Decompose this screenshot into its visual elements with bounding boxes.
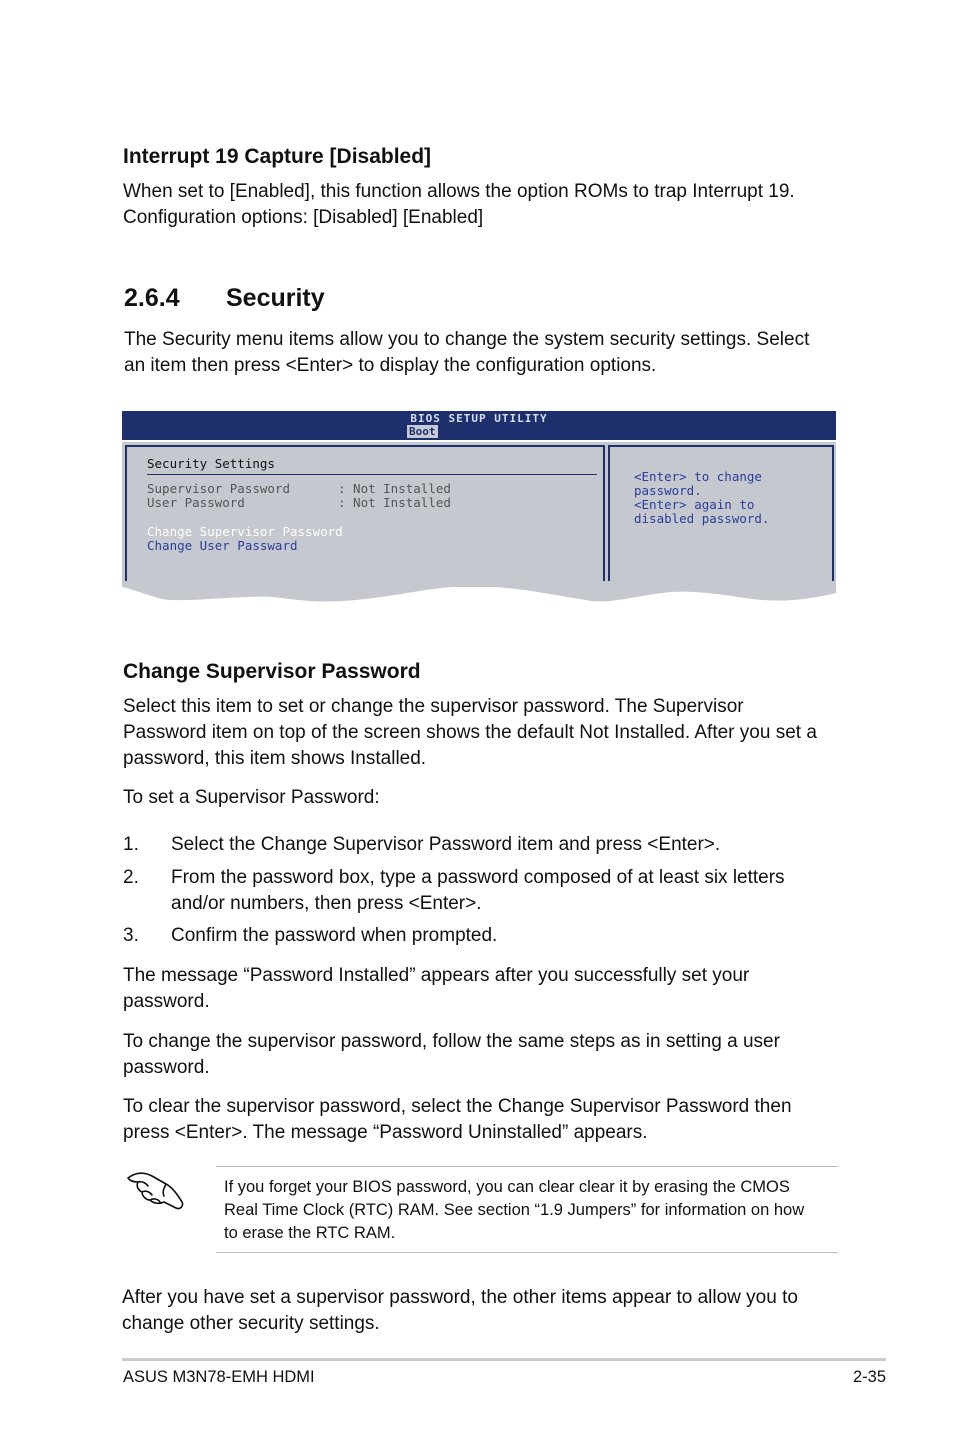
bios-divider: [147, 474, 597, 475]
section-number: 2.6.4: [124, 284, 180, 312]
change-supervisor-heading: Change Supervisor Password: [123, 660, 421, 683]
bios-section-title: Security Settings: [147, 456, 275, 471]
security-intro-1: The Security menu items allow you to change the system security settings. Select: [124, 329, 810, 350]
bios-left-panel: [125, 445, 605, 585]
note-line-2: Real Time Clock (RTC) RAM. See section “1.9 Jumpers” for information on how: [224, 1201, 805, 1219]
set-password-intro: To set a Supervisor Password:: [123, 787, 380, 808]
p4-line2: press <Enter>. The message “Password Uninstalled” appears.: [123, 1122, 648, 1143]
bios-title: BIOS SETUP UTILITY: [410, 412, 548, 425]
help-line-4: disabled password.: [634, 511, 770, 526]
change-sup-p1-line3: password, this item shows Installed.: [123, 748, 427, 769]
closing-line1: After you have set a supervisor password, the other items appear to allow you to: [122, 1287, 798, 1308]
interrupt19-heading: Interrupt 19 Capture [Disabled]: [123, 145, 432, 168]
supervisor-password-label: Supervisor Password: [147, 481, 290, 496]
step-1-text: Select the Change Supervisor Password item and press <Enter>.: [171, 834, 721, 855]
torn-edge: [122, 581, 836, 611]
p3-line1: To change the supervisor password, follow the same steps as in setting a user: [123, 1031, 780, 1052]
help-line-1: <Enter> to change: [634, 469, 762, 484]
bios-screenshot: [122, 411, 836, 611]
bios-help-panel: [608, 445, 834, 585]
user-password-value: : Not Installed: [338, 495, 451, 510]
closing-line2: change other security settings.: [122, 1313, 380, 1334]
step-2-text-1: From the password box, type a password composed of at least six letters: [171, 867, 785, 888]
change-sup-p1-line1: Select this item to set or change the supervisor password. The Supervisor: [123, 696, 744, 717]
footer-model: ASUS M3N78-EMH HDMI: [123, 1368, 315, 1386]
step-2-number: 2.: [123, 867, 139, 888]
p3-line2: password.: [123, 1057, 210, 1078]
note-top-rule: [216, 1166, 838, 1167]
pointing-hand-icon: [124, 1168, 188, 1212]
note-line-3: to erase the RTC RAM.: [224, 1224, 396, 1242]
footer-rule: [122, 1358, 886, 1361]
help-line-2: password.: [634, 483, 702, 498]
note-line-1: If you forget your BIOS password, you can clear clear it by erasing the CMOS: [224, 1178, 790, 1196]
section-title: Security: [226, 284, 325, 312]
step-1-number: 1.: [123, 834, 139, 855]
change-supervisor-password-item[interactable]: Change Supervisor Password: [147, 524, 343, 539]
security-intro-2: an item then press <Enter> to display the configuration options.: [124, 355, 657, 376]
user-password-label: User Password: [147, 495, 245, 510]
change-user-password-item[interactable]: Change User Passward: [147, 538, 298, 553]
page-number: 2-35: [852, 1368, 886, 1386]
step-3-number: 3.: [123, 925, 139, 946]
supervisor-password-value: : Not Installed: [338, 481, 451, 496]
p2-line1: The message “Password Installed” appears after you successfully set your: [123, 965, 750, 986]
bios-title-bar: [122, 411, 836, 440]
step-3-text: Confirm the password when prompted.: [171, 925, 498, 946]
help-line-3: <Enter> again to: [634, 497, 755, 512]
note-bottom-rule: [216, 1252, 838, 1253]
bios-body: [122, 442, 836, 587]
interrupt19-text-2: Configuration options: [Disabled] [Enabled]: [123, 207, 484, 228]
interrupt19-text-1: When set to [Enabled], this function allows the option ROMs to trap Interrupt 19.: [123, 181, 795, 202]
step-2-text-2: and/or numbers, then press <Enter>.: [171, 893, 482, 914]
p2-line2: password.: [123, 991, 210, 1012]
bios-tab-boot[interactable]: Boot: [409, 425, 436, 438]
p4-line1: To clear the supervisor password, select the Change Supervisor Password then: [123, 1096, 792, 1117]
change-sup-p1-line2: Password item on top of the screen shows the default Not Installed. After you set a: [123, 722, 817, 743]
